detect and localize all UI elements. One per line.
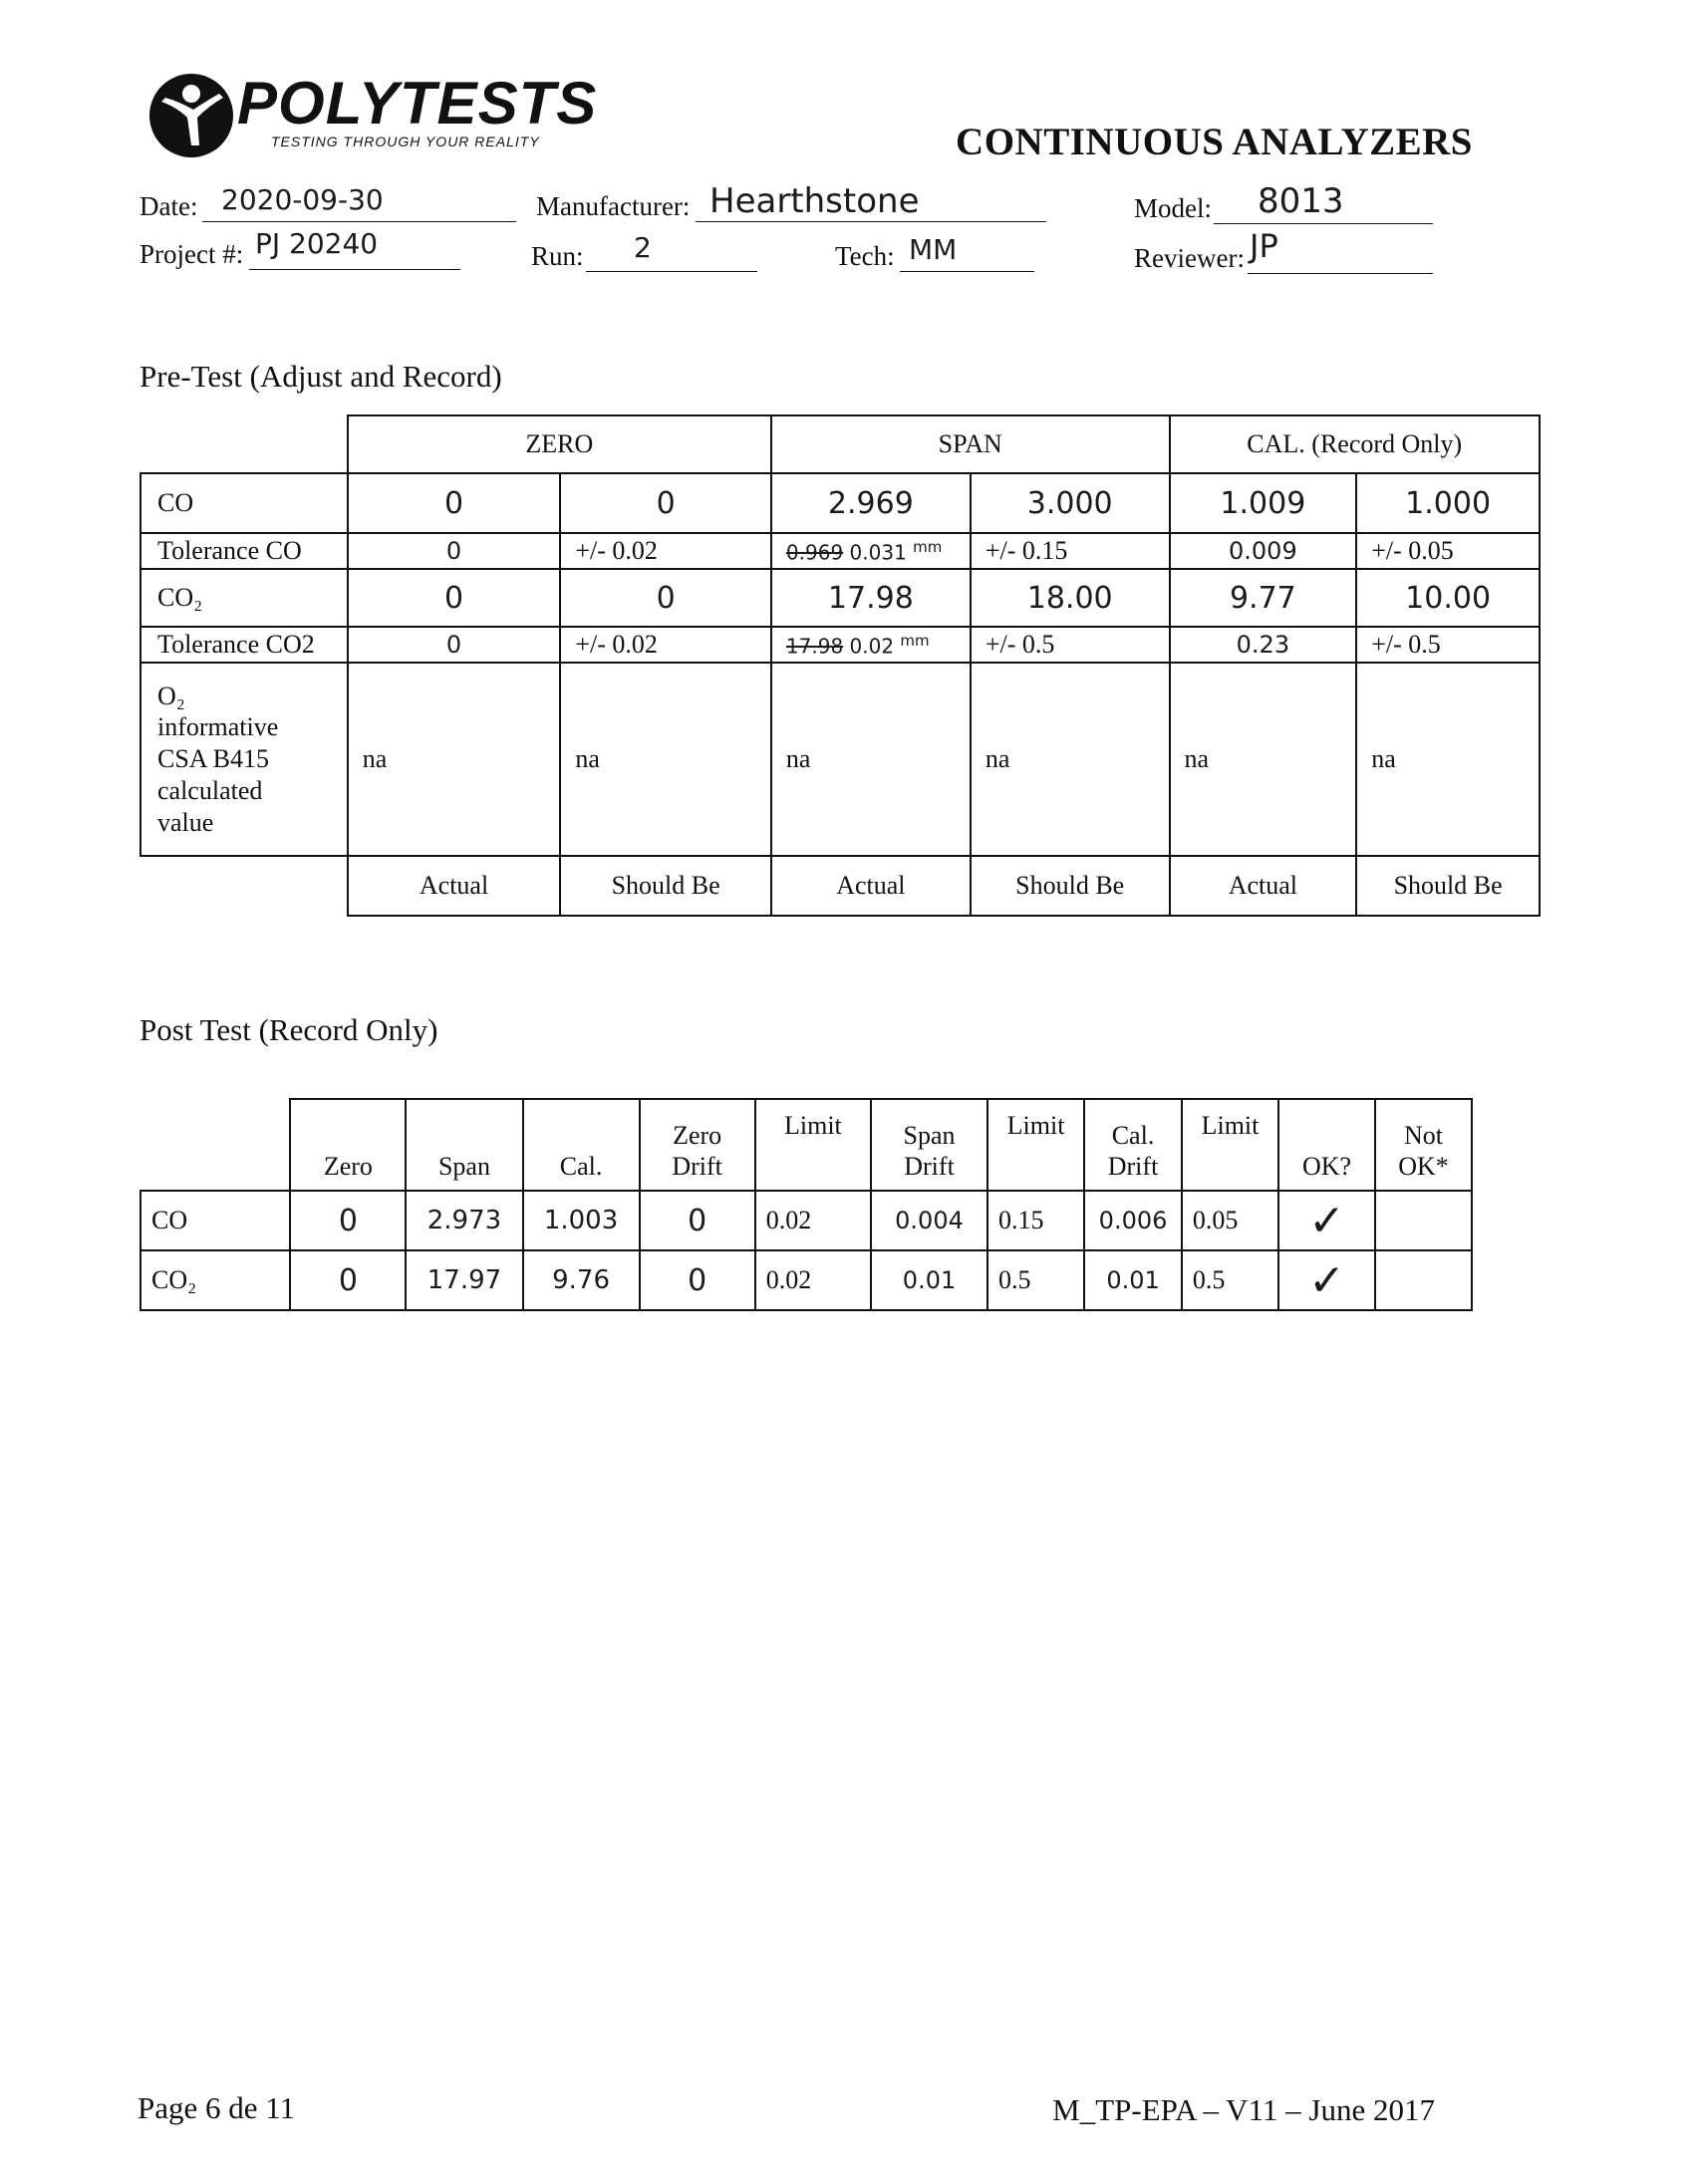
initials-note: mm [900,631,930,650]
cal-drift-value: 0.006 [1084,1191,1182,1250]
run-label: Run: [531,241,584,271]
posttest-corner [141,1099,290,1191]
reviewer-line [1248,273,1433,274]
cal-should-be: na [1356,663,1540,856]
zero-should-be: 0 [560,569,771,627]
logo-tagline: TESTING THROUGH YOUR REALITY [271,134,540,149]
model-label: Model: [1134,193,1212,223]
zero-actual: 0 [348,533,561,569]
span-actual: na [771,663,971,856]
span-actual: 2.969 [771,473,971,533]
zero-actual: 0 [348,627,561,663]
zero-drift-value: 0 [640,1191,755,1250]
label-line: value [157,807,214,837]
header-limit: Limit [987,1099,1084,1191]
pretest-row-tolerance-co2 [141,627,1540,663]
pretest-row-co [141,473,1540,533]
span-should-be: +/- 0.15 [971,533,1170,569]
cal-actual: 1.009 [1170,473,1357,533]
posttest-row-co2 [141,1250,1472,1310]
pretest-title: Pre-Test (Adjust and Record) [140,359,502,394]
span-actual [771,627,971,663]
zero-value: 0 [290,1250,406,1310]
row-label: Tolerance CO2 [141,627,348,663]
span-value: 2.973 [406,1191,522,1250]
polytests-logo-icon [147,72,235,159]
row-label: CO [141,473,348,533]
header-ok: OK? [1278,1099,1375,1191]
pretest-row-o2 [141,663,1540,856]
cal-should-be: +/- 0.05 [1356,533,1540,569]
header-zero-drift: Zero Drift [640,1099,755,1191]
struck-value: 0.969 [785,540,844,565]
date-value: 2020-09-30 [221,183,384,216]
zero-should-be: +/- 0.02 [560,533,771,569]
footer-actual: Actual [1170,856,1357,916]
cal-value: 9.76 [523,1250,640,1310]
logo-wordmark: POLYTESTS [237,70,598,136]
run-line [586,271,757,272]
corrected-value: 0.031 [849,540,907,565]
zero-actual: 0 [348,473,561,533]
footer-actual: Actual [348,856,561,916]
posttest-table [140,1098,1473,1311]
ok-check-icon: ✓ [1278,1191,1375,1250]
limit-value: 0.05 [1182,1191,1278,1250]
cal-value: 1.003 [523,1191,640,1250]
span-drift-value: 0.004 [871,1191,987,1250]
model-line [1214,223,1433,224]
header-zero: Zero [290,1099,406,1191]
footer-should-be: Should Be [971,856,1170,916]
tech-line [900,271,1034,272]
zero-actual: na [348,663,561,856]
cal-actual: 9.77 [1170,569,1357,627]
project-line [249,269,460,270]
footer-actual: Actual [771,856,971,916]
row-label: CO₂ [141,569,348,627]
cal-actual: 0.23 [1170,627,1357,663]
document-title: CONTINUOUS ANALYZERS [956,121,1473,163]
limit-value: 0.5 [1182,1250,1278,1310]
row-label: Tolerance CO [141,533,348,569]
page-number: Page 6 de 11 [138,2090,296,2125]
span-should-be: 3.000 [971,473,1170,533]
header-limit: Limit [1182,1099,1278,1191]
pretest-group-cal: CAL. (Record Only) [1170,415,1540,473]
label-line: O₂ [157,681,185,710]
footer-should-be: Should Be [560,856,771,916]
footer-should-be: Should Be [1356,856,1540,916]
cal-actual: 0.009 [1170,533,1357,569]
row-label: CO₂ [141,1250,290,1310]
pretest-corner [141,415,348,473]
limit-value: 0.15 [987,1191,1084,1250]
cal-should-be: 1.000 [1356,473,1540,533]
header-limit: Limit [755,1099,871,1191]
ok-check-icon: ✓ [1278,1250,1375,1310]
header-cal-drift: Cal. Drift [1084,1099,1182,1191]
pretest-group-zero: ZERO [348,415,771,473]
run-value: 2 [634,231,652,264]
pretest-table [140,414,1541,917]
corrected-value: 0.02 [849,634,895,659]
label-line: CSA B415 [157,744,269,774]
not-ok-value [1375,1250,1472,1310]
pretest-footer-corner [141,856,348,916]
tech-value: MM [909,233,958,266]
span-value: 17.97 [406,1250,522,1310]
row-label-o2 [141,663,348,856]
header-span: Span [406,1099,522,1191]
zero-value: 0 [290,1191,406,1250]
reviewer-label: Reviewer: [1134,243,1245,273]
manufacturer-value: Hearthstone [709,181,920,221]
posttest-title: Post Test (Record Only) [140,1012,438,1047]
manufacturer-label: Manufacturer: [536,191,691,221]
header-cal: Cal. [523,1099,640,1191]
pretest-group-span: SPAN [771,415,1170,473]
zero-actual: 0 [348,569,561,627]
project-value: PJ 20240 [255,227,379,260]
document-id: M_TP-EPA – V11 – June 2017 [1052,2092,1435,2127]
row-label: CO [141,1191,290,1250]
reviewer-value: JP [1250,227,1278,265]
label-line: informative [157,712,279,742]
limit-value: 0.02 [755,1191,871,1250]
span-drift-value: 0.01 [871,1250,987,1310]
model-value: 8013 [1258,181,1344,221]
span-actual: 17.98 [771,569,971,627]
pretest-row-co2 [141,569,1540,627]
struck-value: 17.98 [785,634,844,659]
header-span-drift: Span Drift [871,1099,987,1191]
span-should-be: +/- 0.5 [971,627,1170,663]
zero-should-be: na [560,663,771,856]
project-label: Project #: [140,239,244,269]
manufacturer-line [696,221,1046,222]
cal-should-be: 10.00 [1356,569,1540,627]
zero-should-be: +/- 0.02 [560,627,771,663]
label-line: calculated [157,775,263,805]
cal-drift-value: 0.01 [1084,1250,1182,1310]
date-line [202,221,516,222]
cal-actual: na [1170,663,1357,856]
limit-value: 0.02 [755,1250,871,1310]
span-actual [771,533,971,569]
zero-should-be: 0 [560,473,771,533]
limit-value: 0.5 [987,1250,1084,1310]
tech-label: Tech: [835,241,895,271]
posttest-row-co [141,1191,1472,1250]
zero-drift-value: 0 [640,1250,755,1310]
cal-should-be: +/- 0.5 [1356,627,1540,663]
initials-note: mm [913,537,943,556]
pretest-row-tolerance-co [141,533,1540,569]
not-ok-value [1375,1191,1472,1250]
span-should-be: 18.00 [971,569,1170,627]
header-not-ok: Not OK* [1375,1099,1472,1191]
span-should-be: na [971,663,1170,856]
date-label: Date: [140,191,198,221]
